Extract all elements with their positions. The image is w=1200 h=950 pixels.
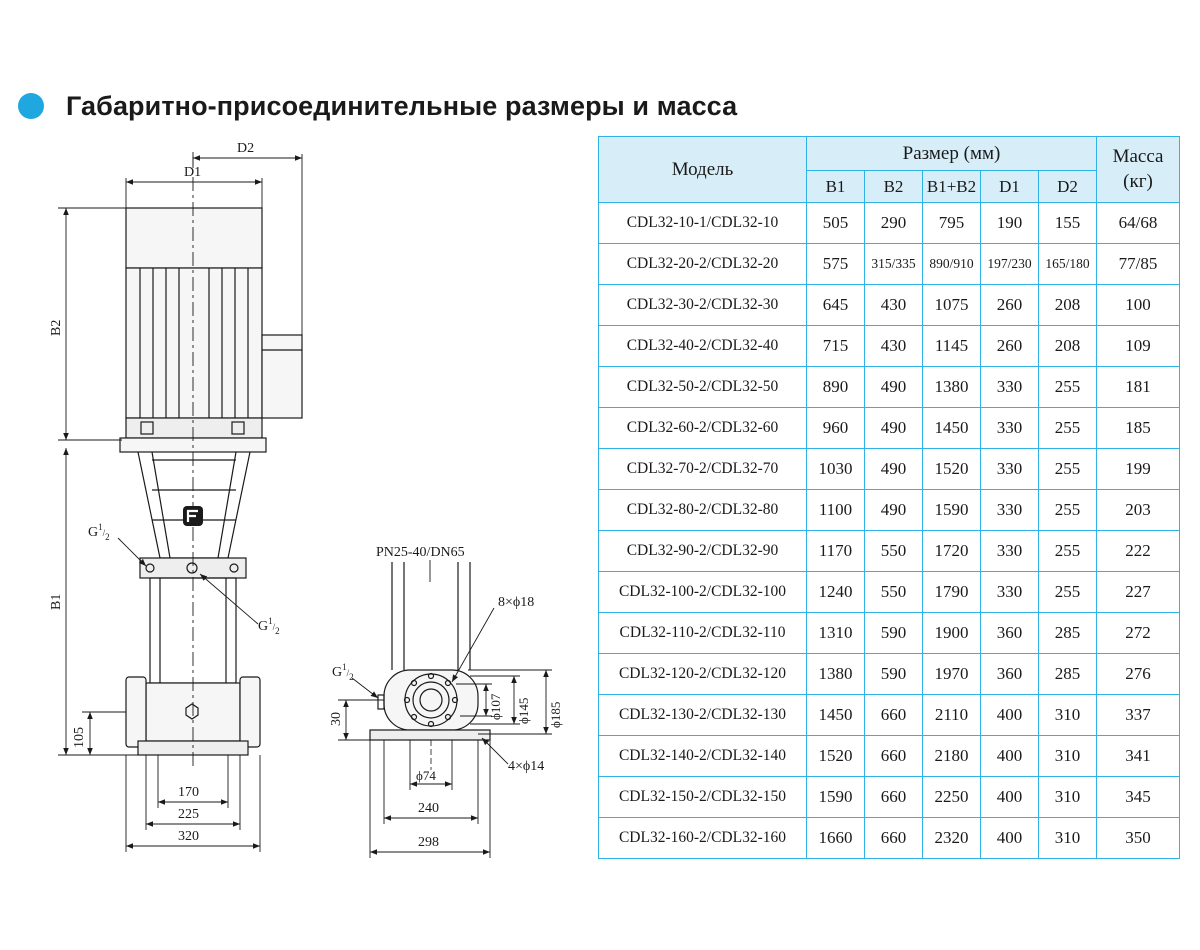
value-cell: 660	[865, 736, 923, 777]
value-cell: 350	[1097, 818, 1180, 859]
table-row	[599, 285, 1180, 326]
value-cell: 490	[865, 490, 923, 531]
value-cell: 310	[1039, 736, 1097, 777]
label-d2: D2	[237, 141, 255, 156]
pump-brand-logo-icon	[183, 506, 203, 526]
header-sub-b1-plus-b2: B1+B2	[923, 171, 981, 203]
value-cell: 890/910	[923, 244, 981, 285]
label-g-half-2: $G^1_{/2}$	[258, 616, 280, 636]
value-cell: 1380	[923, 367, 981, 408]
model-cell: CDL32-90-2/CDL32-90	[599, 531, 807, 572]
value-cell: 1660	[807, 818, 865, 859]
value-cell: 490	[865, 449, 923, 490]
value-cell: 715	[807, 326, 865, 367]
value-cell: 165/180	[1039, 244, 1097, 285]
value-cell: 285	[1039, 654, 1097, 695]
model-cell: CDL32-30-2/CDL32-30	[599, 285, 807, 326]
value-cell: 64/68	[1097, 203, 1180, 244]
page-title: Габаритно-присоединительные размеры и масса	[66, 90, 738, 121]
value-cell: 345	[1097, 777, 1180, 818]
value-cell: 400	[981, 818, 1039, 859]
value-cell: 505	[807, 203, 865, 244]
value-cell: 430	[865, 326, 923, 367]
value-cell: 208	[1039, 285, 1097, 326]
value-cell: 290	[865, 203, 923, 244]
value-cell: 1520	[807, 736, 865, 777]
value-cell: 490	[865, 408, 923, 449]
value-cell: 208	[1039, 326, 1097, 367]
label-298: 298	[418, 835, 439, 850]
model-cell: CDL32-130-2/CDL32-130	[599, 695, 807, 736]
value-cell: 330	[981, 367, 1039, 408]
value-cell: 337	[1097, 695, 1180, 736]
label-d1: D1	[184, 165, 202, 180]
label-320: 320	[178, 829, 199, 844]
label-d74: ϕ74	[416, 768, 436, 783]
value-cell: 1170	[807, 531, 865, 572]
value-cell: 315/335	[865, 244, 923, 285]
value-cell: 185	[1097, 408, 1180, 449]
model-cell: CDL32-80-2/CDL32-80	[599, 490, 807, 531]
value-cell: 203	[1097, 490, 1180, 531]
label-225: 225	[178, 807, 199, 822]
model-cell: CDL32-120-2/CDL32-120	[599, 654, 807, 695]
header-model: Модель	[599, 137, 807, 203]
header-sub-d1: D1	[981, 171, 1039, 203]
value-cell: 260	[981, 326, 1039, 367]
label-holes-8: 8×ϕ18	[498, 595, 535, 610]
model-cell: CDL32-100-2/CDL32-100	[599, 572, 807, 613]
model-cell: CDL32-140-2/CDL32-140	[599, 736, 807, 777]
value-cell: 330	[981, 408, 1039, 449]
label-g-half-1: $G^1_{/2}$	[88, 522, 110, 542]
table-row	[599, 531, 1180, 572]
label-170: 170	[178, 785, 199, 800]
value-cell: 400	[981, 736, 1039, 777]
value-cell: 1970	[923, 654, 981, 695]
table-row	[599, 654, 1180, 695]
label-holes-4: 4×ϕ14	[508, 759, 545, 774]
value-cell: 77/85	[1097, 244, 1180, 285]
value-cell: 197/230	[981, 244, 1039, 285]
table-row	[599, 244, 1180, 285]
header-mass: Масса (кг)	[1097, 137, 1180, 203]
value-cell: 430	[865, 285, 923, 326]
value-cell: 575	[807, 244, 865, 285]
value-cell: 1900	[923, 613, 981, 654]
value-cell: 330	[981, 449, 1039, 490]
table-row	[599, 449, 1180, 490]
table-row	[599, 695, 1180, 736]
value-cell: 360	[981, 654, 1039, 695]
value-cell: 255	[1039, 408, 1097, 449]
value-cell: 660	[865, 777, 923, 818]
model-cell: CDL32-150-2/CDL32-150	[599, 777, 807, 818]
value-cell: 1590	[923, 490, 981, 531]
section-heading	[18, 86, 737, 126]
label-30: 30	[329, 712, 344, 726]
value-cell: 1720	[923, 531, 981, 572]
value-cell: 1310	[807, 613, 865, 654]
value-cell: 227	[1097, 572, 1180, 613]
value-cell: 181	[1097, 367, 1180, 408]
label-d145: ϕ145	[516, 697, 531, 724]
value-cell: 645	[807, 285, 865, 326]
value-cell: 330	[981, 531, 1039, 572]
value-cell: 272	[1097, 613, 1180, 654]
value-cell: 360	[981, 613, 1039, 654]
label-105: 105	[72, 727, 87, 748]
value-cell: 960	[807, 408, 865, 449]
value-cell: 2180	[923, 736, 981, 777]
label-d185: ϕ185	[548, 701, 563, 728]
dimensions-table	[598, 136, 1180, 859]
value-cell: 199	[1097, 449, 1180, 490]
pump-motor	[126, 208, 302, 438]
value-cell: 400	[981, 695, 1039, 736]
value-cell: 255	[1039, 531, 1097, 572]
model-cell: CDL32-70-2/CDL32-70	[599, 449, 807, 490]
value-cell: 890	[807, 367, 865, 408]
table-row	[599, 490, 1180, 531]
value-cell: 255	[1039, 572, 1097, 613]
value-cell: 285	[1039, 613, 1097, 654]
table-row	[599, 613, 1180, 654]
value-cell: 260	[981, 285, 1039, 326]
value-cell: 1520	[923, 449, 981, 490]
value-cell: 490	[865, 367, 923, 408]
value-cell: 255	[1039, 449, 1097, 490]
label-d107: ϕ107	[488, 693, 503, 720]
value-cell: 795	[923, 203, 981, 244]
header-sub-d2: D2	[1039, 171, 1097, 203]
table-row	[599, 572, 1180, 613]
header-sub-b1: B1	[807, 171, 865, 203]
model-cell: CDL32-10-1/CDL32-10	[599, 203, 807, 244]
value-cell: 1590	[807, 777, 865, 818]
value-cell: 1100	[807, 490, 865, 531]
value-cell: 1450	[807, 695, 865, 736]
value-cell: 310	[1039, 777, 1097, 818]
value-cell: 255	[1039, 367, 1097, 408]
model-cell: CDL32-50-2/CDL32-50	[599, 367, 807, 408]
label-240: 240	[418, 801, 439, 816]
table-row	[599, 367, 1180, 408]
label-flange: PN25-40/DN65	[376, 545, 465, 560]
header-sub-b2: B2	[865, 171, 923, 203]
value-cell: 100	[1097, 285, 1180, 326]
value-cell: 341	[1097, 736, 1180, 777]
value-cell: 1380	[807, 654, 865, 695]
value-cell: 255	[1039, 490, 1097, 531]
value-cell: 276	[1097, 654, 1180, 695]
header-size: Размер (мм)	[807, 137, 1097, 171]
value-cell: 590	[865, 613, 923, 654]
table-row	[599, 818, 1180, 859]
value-cell: 400	[981, 777, 1039, 818]
table-row	[599, 408, 1180, 449]
model-cell: CDL32-160-2/CDL32-160	[599, 818, 807, 859]
value-cell: 660	[865, 818, 923, 859]
table-row	[599, 736, 1180, 777]
table-row	[599, 777, 1180, 818]
label-b1: B1	[49, 593, 64, 610]
model-cell: CDL32-110-2/CDL32-110	[599, 613, 807, 654]
model-cell: CDL32-60-2/CDL32-60	[599, 408, 807, 449]
bullet-dot-icon	[18, 93, 44, 119]
value-cell: 550	[865, 531, 923, 572]
model-cell: CDL32-40-2/CDL32-40	[599, 326, 807, 367]
value-cell: 2250	[923, 777, 981, 818]
value-cell: 1030	[807, 449, 865, 490]
value-cell: 2320	[923, 818, 981, 859]
value-cell: 155	[1039, 203, 1097, 244]
value-cell: 590	[865, 654, 923, 695]
value-cell: 1075	[923, 285, 981, 326]
pump-dimension-drawing	[0, 130, 600, 950]
pump-base-view	[370, 560, 490, 740]
value-cell: 660	[865, 695, 923, 736]
value-cell: 1450	[923, 408, 981, 449]
table-row	[599, 326, 1180, 367]
label-b2: B2	[49, 319, 64, 336]
value-cell: 550	[865, 572, 923, 613]
value-cell: 330	[981, 572, 1039, 613]
value-cell: 330	[981, 490, 1039, 531]
value-cell: 2110	[923, 695, 981, 736]
value-cell: 1790	[923, 572, 981, 613]
table-row	[599, 203, 1180, 244]
value-cell: 310	[1039, 695, 1097, 736]
value-cell: 1145	[923, 326, 981, 367]
value-cell: 1240	[807, 572, 865, 613]
value-cell: 190	[981, 203, 1039, 244]
model-cell: CDL32-20-2/CDL32-20	[599, 244, 807, 285]
value-cell: 222	[1097, 531, 1180, 572]
label-g-half-base: $G^1_{/2}$	[332, 662, 354, 682]
value-cell: 310	[1039, 818, 1097, 859]
value-cell: 109	[1097, 326, 1180, 367]
